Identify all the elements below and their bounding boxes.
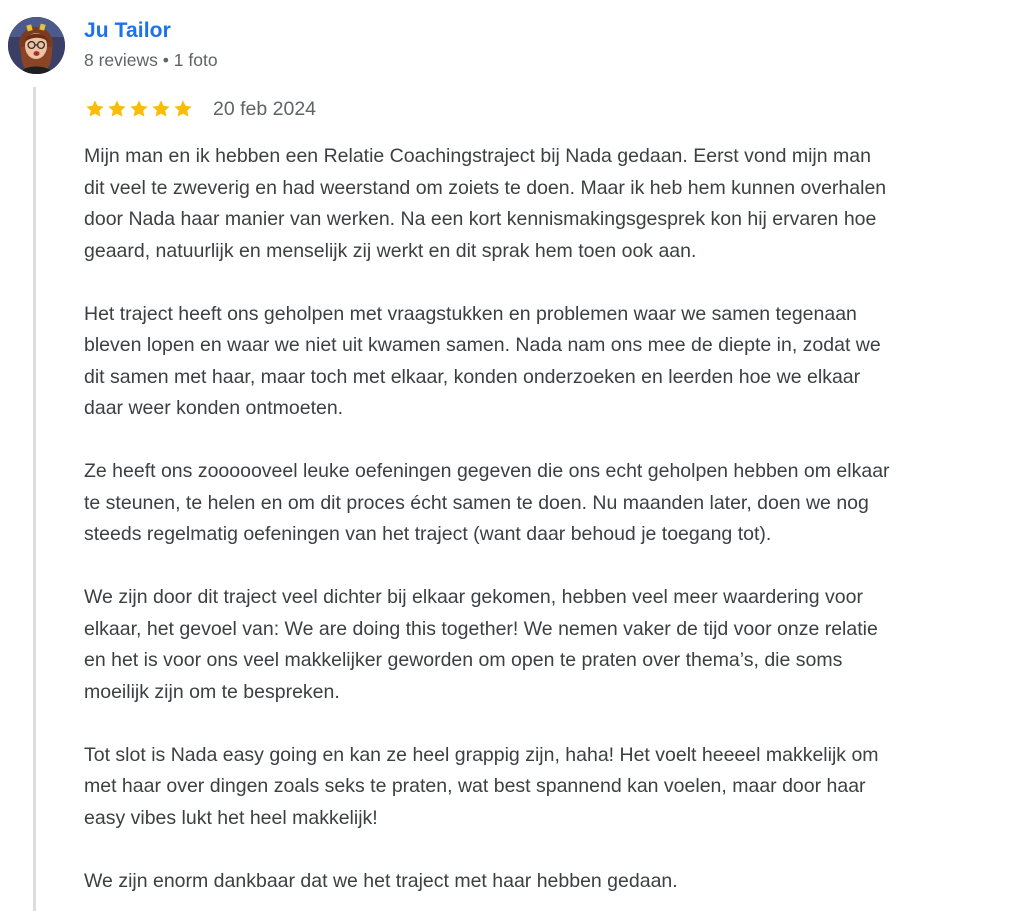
review-paragraph: We zijn door dit traject veel dichter bij elkaar gekomen, hebben veel meer waardering voor elkaar, het gevoel van: We are doing this together! We nemen vaker de tijd voor onze relatie en het is voor ons veel makkelijker geworden om open te praten over thema’s, die soms moeilijk zijn om te bespreken. [84, 586, 878, 703]
rating-row [84, 95, 316, 123]
author-meta: 8 reviews • 1 foto [84, 50, 218, 70]
review-date: 20 feb 2024 [213, 97, 317, 120]
review-paragraph: Tot slot is Nada easy going en kan ze heel grappig zijn, haha! Het voelt heeeel makkelijk om met haar over dingen zoals seks te praten, wat best spannend kan voelen, maar door haar easy vibes lukt het heel makkelijk! [84, 743, 879, 829]
review-paragraph: Het traject heeft ons geholpen met vraagstukken en problemen waar we samen tegenaan bleven lopen en waar we niet uit kwamen samen. Nada nam ons mee de diepte in, zodat we dit samen met haar, maar toch met elkaar, konden onderzoeken en leerden hoe we elkaar daar weer konden ontmoeten. [84, 302, 881, 419]
review-paragraph: Ze heeft ons zoooooveel leuke oefeningen gegeven die ons echt geholpen hebben om elkaar te steunen, te helen en om dit proces écht samen te doen. Nu maanden later, doen we nog steeds regelmatig oefeningen van het traject (want daar behoud je toegang tot). [84, 460, 890, 545]
author-name-link[interactable]: Ju Tailor [84, 19, 171, 42]
star-icon [128, 98, 150, 120]
review-paragraph: We zijn enorm dankbaar dat we het traject met haar hebben gedaan. [84, 869, 678, 892]
review-paragraph: Mijn man en ik hebben een Relatie Coachingstraject bij Nada gedaan. Eerst vond mijn man dit veel te zweverig en had weerstand om zoiets te doen. Maar ik heb hem kunnen overhalen door Nada haar manier van werken. Na een kort kennismakingsgesprek kon hij ervaren hoe geaard, natuurlijk en menselijk zij werkt en dit sprak hem toen ook aan. [84, 145, 887, 262]
star-icon [172, 98, 194, 120]
thread-line-divider [33, 87, 36, 911]
review-text [84, 141, 1014, 897]
star-rating [84, 98, 194, 120]
author-avatar[interactable] [8, 17, 65, 74]
user-avatar-icon [8, 17, 65, 74]
star-icon [150, 98, 172, 120]
star-icon [106, 98, 128, 120]
star-icon [84, 98, 106, 120]
